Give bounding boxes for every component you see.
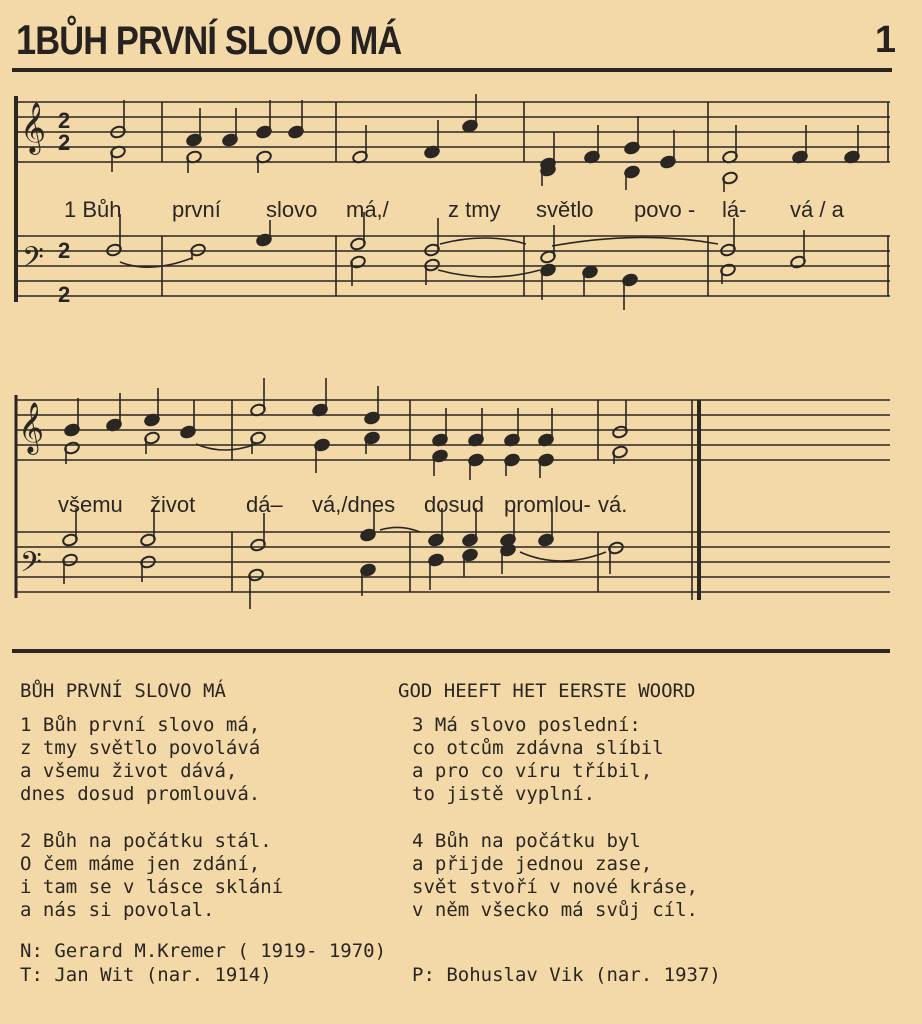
lyric-syllable: všemu (58, 492, 123, 517)
verse-4 (412, 830, 698, 922)
time-signature-top: 2 (58, 108, 71, 133)
lyric-syllable: dosud (424, 492, 484, 517)
time-signature-top: 2 (58, 238, 71, 263)
verse-line: 2 Bůh na počátku stál. (20, 830, 272, 852)
verse-1 (20, 714, 260, 806)
barlines (16, 96, 888, 600)
original-title: GOD HEEFT HET EERSTE WOORD (398, 680, 696, 702)
verse-line: v něm všecko má svůj cíl. (412, 899, 698, 921)
verses-title: BŮH PRVNÍ SLOVO MÁ (20, 680, 226, 702)
verse-line: 3 Má slovo poslední: (412, 714, 641, 736)
lyric-syllable: lá- (722, 197, 747, 222)
lyric-syllable: má,/ (346, 197, 389, 222)
page-number: 1 (874, 19, 896, 61)
verse-line: a přijde jednou zase, (412, 853, 653, 875)
section-rule (12, 649, 890, 653)
time-signature-bottom: 2 (58, 130, 71, 155)
lyric-syllable: 1 Bůh (64, 197, 122, 222)
verse-2 (20, 830, 283, 922)
verse-line: a všemu život dává, (20, 760, 238, 782)
hymn-title: BŮH PRVNÍ SLOVO MÁ (35, 19, 402, 63)
verse-line: dnes dosud promlouvá. (20, 783, 261, 805)
translation-credit: P: Bohuslav Vik (nar. 1937) (412, 964, 721, 986)
verse-line: co otcům zdávna slíbil (412, 737, 664, 759)
verse-line: to jistě vyplní. (412, 783, 596, 805)
bass-clef-icon: 𝄢 (22, 241, 44, 281)
lyric-syllable: promlou- (504, 492, 591, 517)
lyric-syllable: vá / a (790, 197, 844, 222)
verse-line: 4 Bůh na počátku byl (412, 830, 641, 852)
lyric-syllable: život (150, 492, 196, 517)
verse-line: i tam se v lásce sklání (20, 876, 284, 898)
verse-line: a pro co víru tříbil, (412, 760, 653, 782)
lyric-syllable: vá,/dnes (312, 492, 396, 517)
music-credit: N: Gerard M.Kremer ( 1919- 1970) (20, 940, 387, 962)
time-signature-bottom: 2 (58, 282, 71, 307)
bass-clef-icon: 𝄢 (20, 546, 42, 586)
staff-lines (16, 102, 890, 592)
lyric-syllable: slovo (266, 197, 318, 222)
lyric-syllable: světlo (536, 197, 594, 222)
text-credit: T: Jan Wit (nar. 1914) (20, 964, 272, 986)
slur (440, 238, 526, 244)
verse-3 (412, 714, 664, 806)
hymn-number: 1 (16, 16, 36, 63)
treble-clef-icon: 𝄞 (18, 402, 45, 453)
verse-line: svět stvoří v nové kráse, (412, 876, 698, 898)
verse-line: a nás si povolal. (20, 899, 215, 921)
slur (552, 237, 718, 246)
lyric-syllable: dá– (246, 492, 283, 517)
lyric-syllable: povo - (634, 197, 696, 222)
treble-clef-icon: 𝄞 (20, 102, 47, 153)
lyric-syllable: z tmy (448, 197, 501, 222)
verse-line: z tmy světlo povolává (20, 737, 261, 759)
verse-line: 1 Bůh první slovo má, (20, 714, 261, 736)
verse-line: O čem máme jen zdání, (20, 853, 261, 875)
lyric-syllable: vá. (598, 492, 628, 517)
slur (520, 552, 606, 561)
lyric-syllable: první (172, 197, 221, 222)
